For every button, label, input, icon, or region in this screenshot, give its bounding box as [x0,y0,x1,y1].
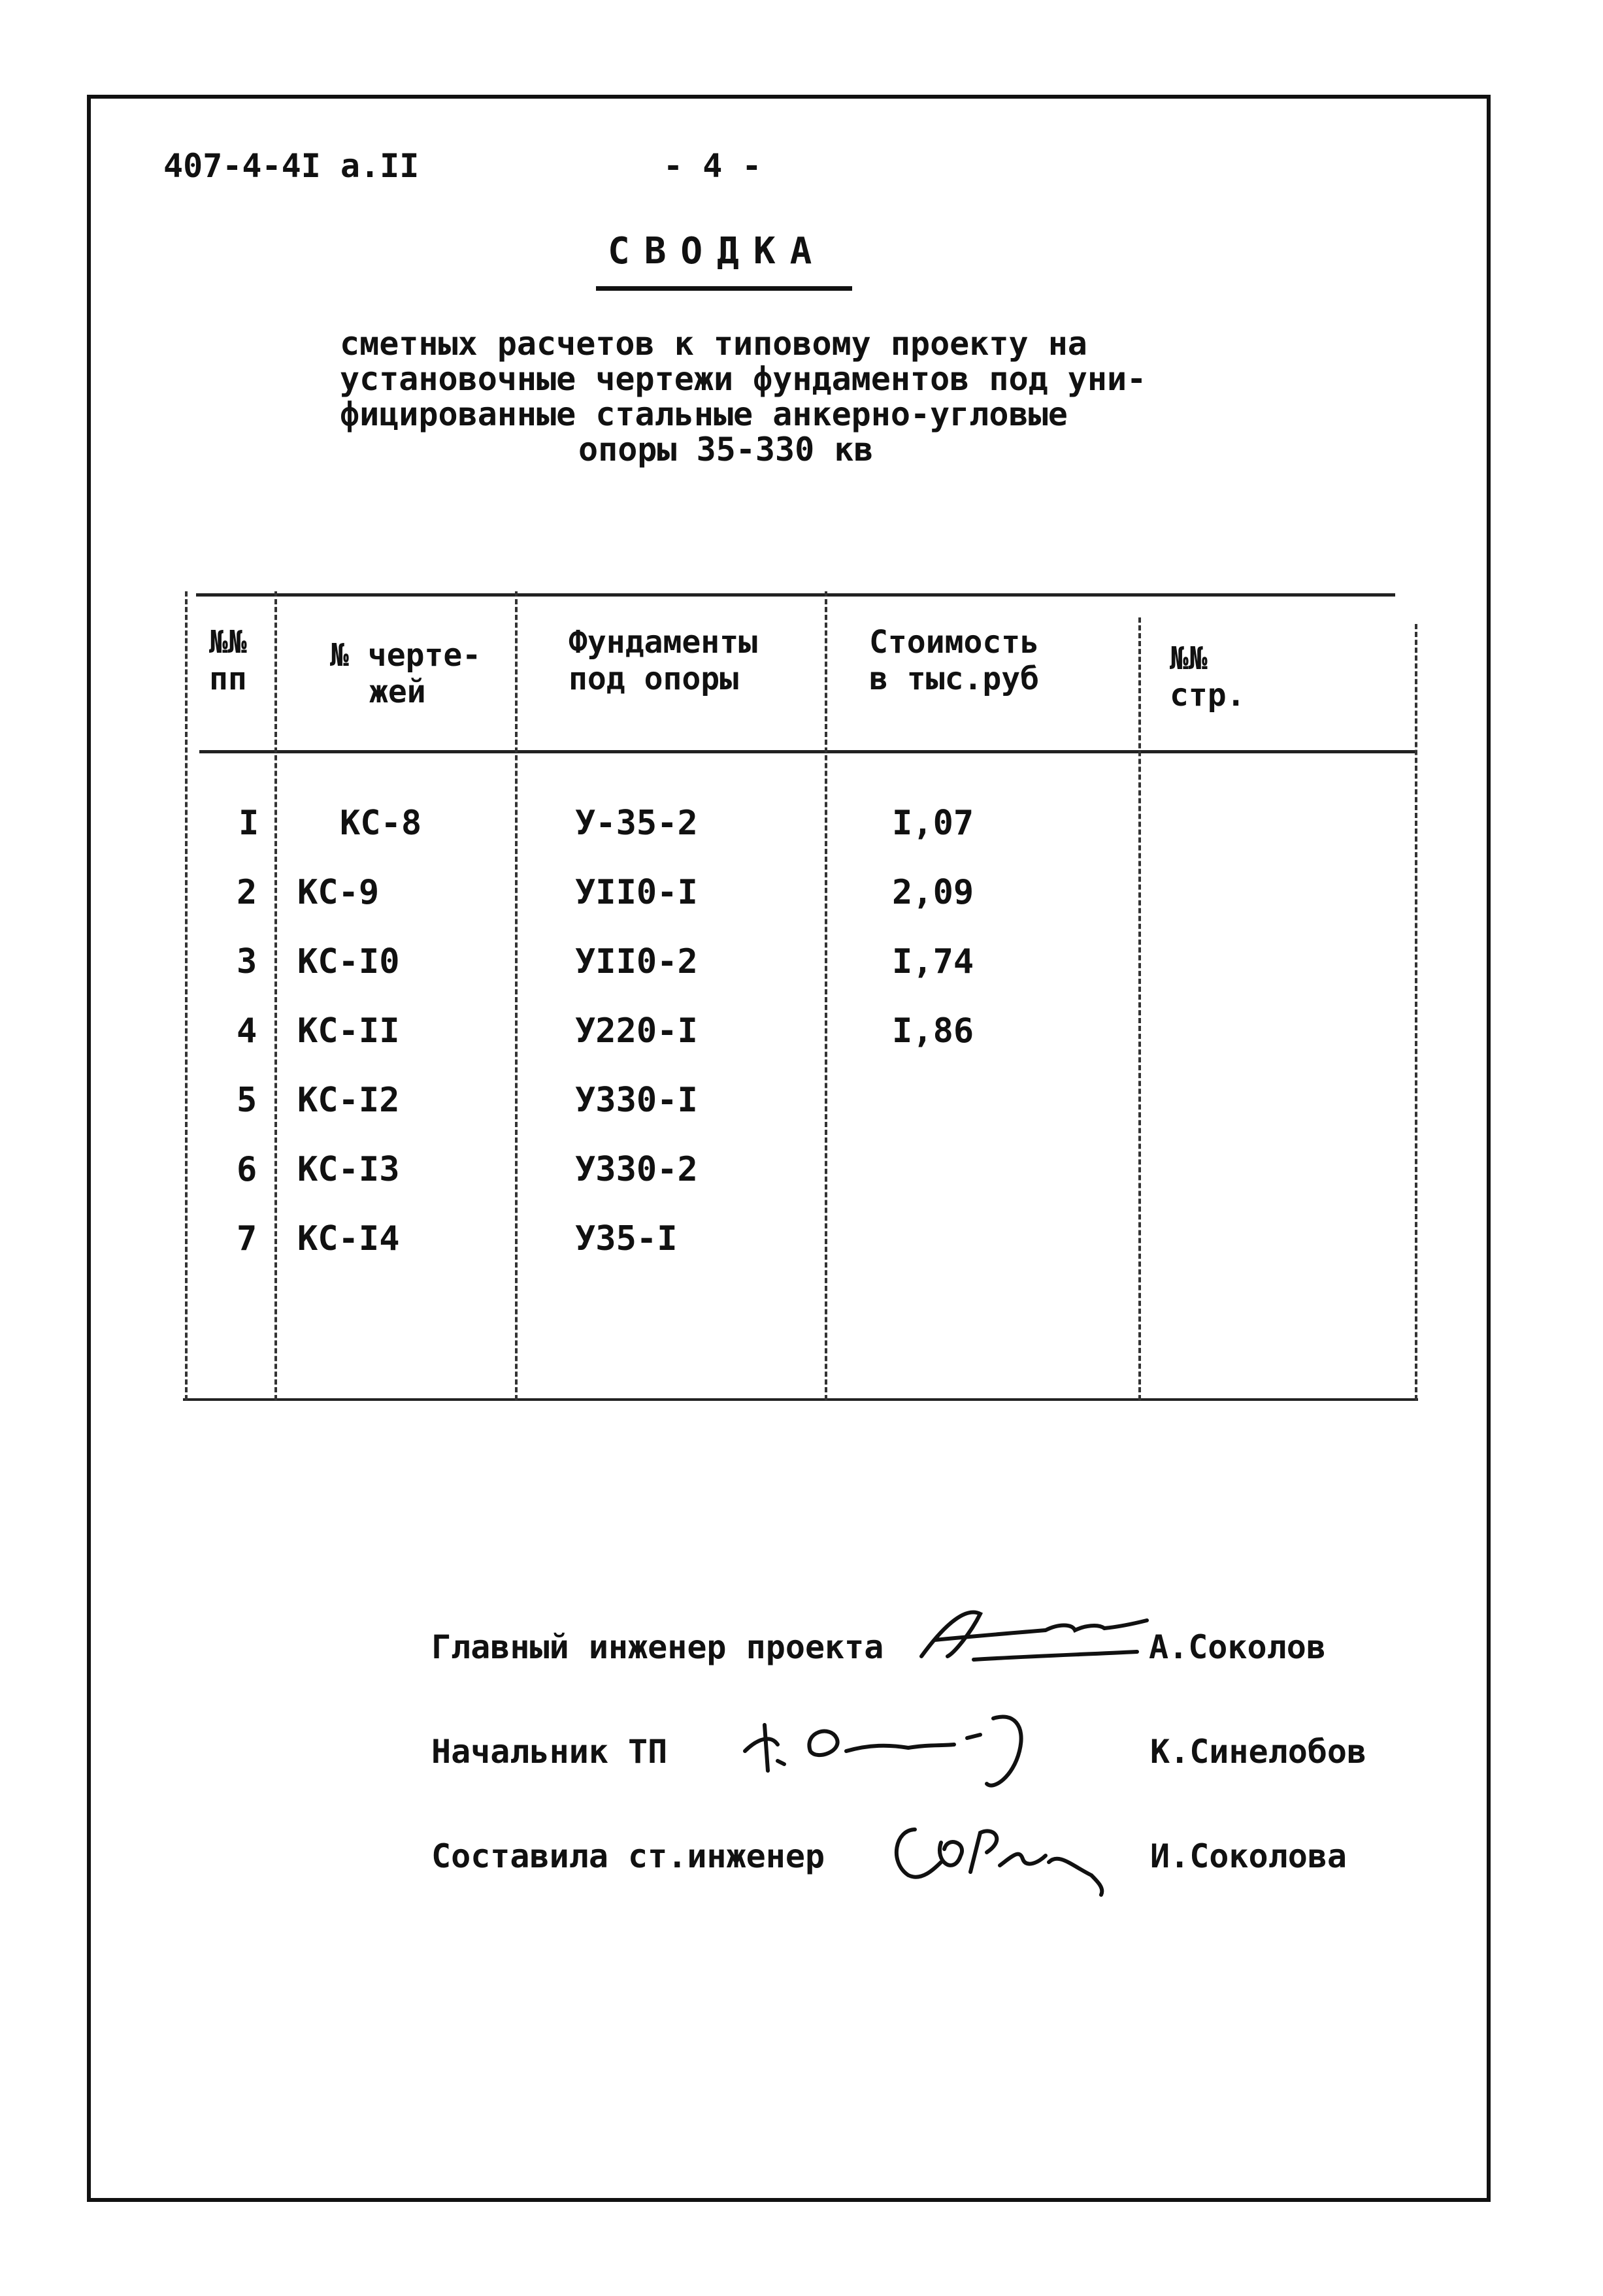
table-top-rule [196,593,1395,597]
signature-role-head-tp: Начальник ТП [431,1733,668,1771]
row-cost: 2,09 [892,873,974,912]
table-column-divider [1138,617,1141,1400]
row-number: 3 [237,942,257,981]
row-drawing: КС-9 [297,873,380,912]
subtitle-line: фицированные стальные анкерно-угловые [340,395,1068,433]
table-header-rule [199,750,1415,753]
row-drawing: КС-I2 [297,1081,400,1120]
table-column-divider [274,591,277,1400]
subtitle-line: сметных расчетов к типовому проекту на [340,325,1087,363]
row-foundation: У35-I [575,1219,678,1258]
row-number: I [239,804,259,843]
table-column-divider [515,591,518,1400]
subtitle-line: установочные чертежи фундаментов под уни- [340,360,1147,398]
table-bottom-rule [183,1398,1418,1401]
row-foundation: У330-2 [575,1150,698,1189]
row-number: 4 [237,1011,257,1051]
signature-name-chief-engineer: А.Соколов [1149,1628,1326,1666]
row-foundation: УII0-2 [575,942,698,981]
row-foundation: У220-I [575,1011,698,1051]
signature-role-compiler: Составила ст.инженер [431,1837,825,1875]
document-code: 407-4-4I а.II [163,147,420,185]
signature-name-compiler: И.Соколова [1150,1837,1347,1875]
row-drawing: КС-8 [340,804,422,843]
table-column-divider [1415,624,1417,1400]
row-number: 5 [237,1081,257,1120]
page-number: - 4 - [663,147,762,185]
row-drawing: КС-I4 [297,1219,400,1258]
header-cost: Стоимость в тыс.руб [869,624,1040,697]
handwritten-signature [732,1699,1098,1803]
subtitle-line: опоры 35-330 кв [578,431,874,468]
table-column-divider [825,591,827,1400]
row-drawing: КС-I0 [297,942,400,981]
row-foundation: УII0-I [575,873,698,912]
document-title: СВОДКА [608,230,827,272]
header-foundation: Фундаменты под опоры [569,624,757,697]
row-drawing: КС-I3 [297,1150,400,1189]
handwritten-signature [908,1594,1157,1673]
signature-name-head-tp: К.Синелобов [1150,1733,1367,1771]
row-number: 6 [237,1150,257,1189]
title-underline [596,286,852,291]
signature-role-chief-engineer: Главный инженер проекта [431,1628,884,1666]
row-drawing: КС-II [297,1011,400,1051]
header-num: №№ пп [209,624,247,697]
row-cost: I,07 [892,804,974,843]
table-column-divider [185,591,188,1400]
row-number: 7 [237,1219,257,1258]
header-drawing: № черте- жей [330,637,482,710]
row-number: 2 [237,873,257,912]
row-foundation: У-35-2 [575,804,698,843]
row-cost: I,74 [892,942,974,981]
row-foundation: У330-I [575,1081,698,1120]
handwritten-signature [882,1803,1131,1901]
row-cost: I,86 [892,1011,974,1051]
header-page: №№ стр. [1170,640,1246,713]
